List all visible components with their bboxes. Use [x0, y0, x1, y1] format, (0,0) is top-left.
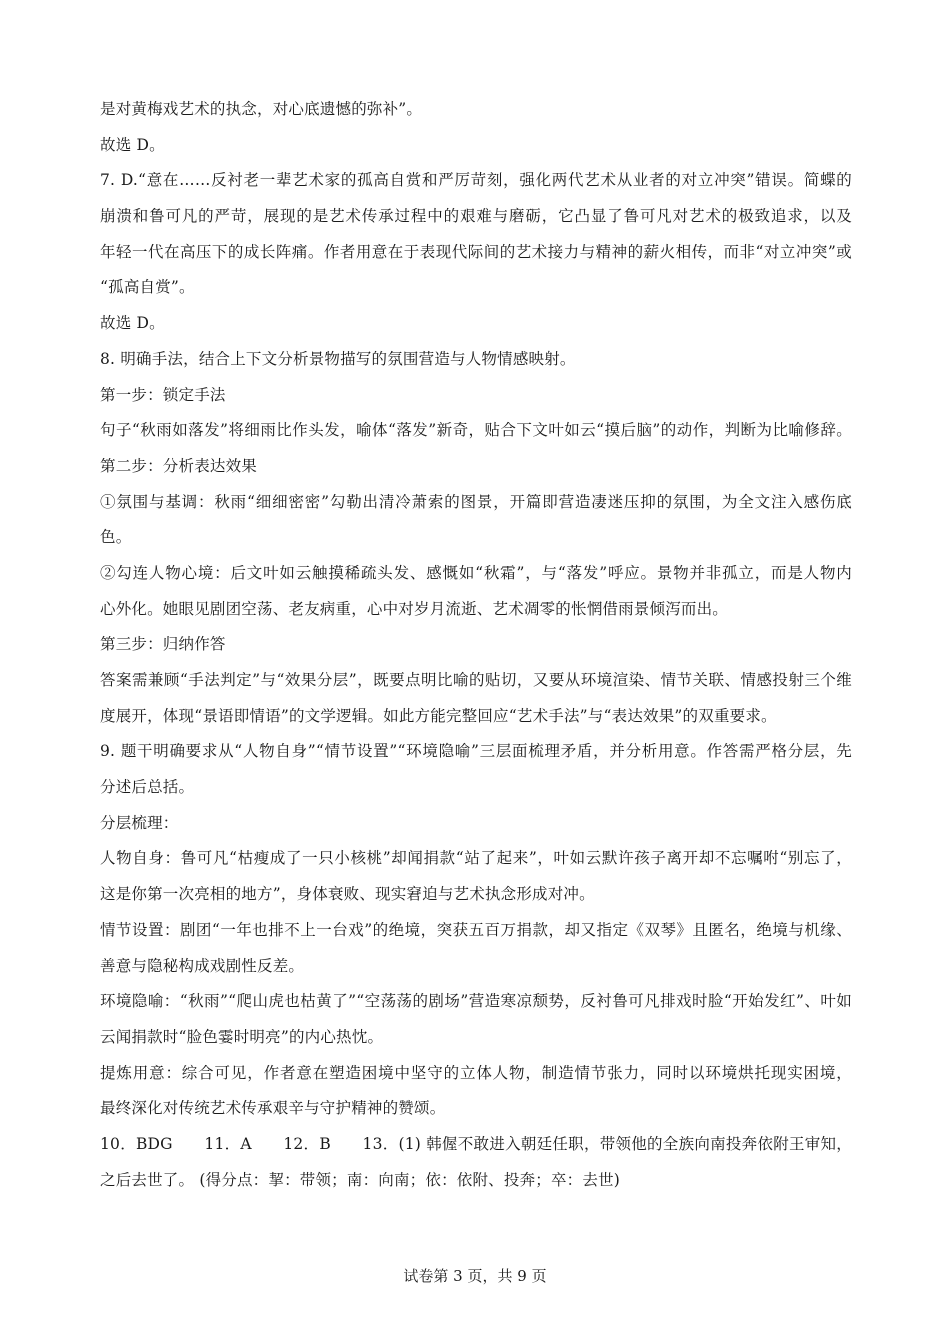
page-footer: 试卷第 3 页，共 9 页 — [403, 1267, 547, 1285]
text-line: ①氛围与基调：秋雨“细细密密”勾勒出清冷萧索的图景，开篇即营造凄迷压抑的氛围，为全文注入感伤底 — [100, 492, 852, 511]
answer-text-body — [100, 92, 852, 1198]
text-line: 人物自身：鲁可凡“枯瘦成了一只小核桃”却闻捐款“站了起来”，叶如云默许孩子离开却不忘嘱咐“别忘了， — [100, 849, 852, 868]
text-line: 是对黄梅戏艺术的执念，对心底遗憾的弥补”。 — [100, 100, 423, 118]
text-line: 年轻一代在高压下的成长阵痛。作者用意在于表现代际间的艺术接力与精神的薪火相传，而非“对立冲突”或 — [100, 242, 852, 261]
text-line: 第一步：锁定手法 — [100, 385, 226, 404]
text-line: 环境隐喻：“秋雨”“爬山虎也枯黄了”“空荡荡的剧场”营造寒凉颓势，反衬鲁可凡排戏时脸“开始发红”、叶如 — [100, 992, 852, 1011]
text-line: 色。 — [100, 528, 132, 547]
text-line: 第二步：分析表达效果 — [100, 456, 258, 475]
text-line: 句子“秋雨如落发”将细雨比作头发，喻体“落发”新奇，贴合下文叶如云“摸后脑”的动作，判断为比喻修辞。 — [100, 421, 852, 440]
text-line: 提炼用意：综合可见，作者意在塑造困境中坚守的立体人物，制造情节张力，同时以环境烘托现实困境， — [100, 1063, 852, 1082]
text-line: 云闻捐款时“脸色霎时明亮”的内心热忱。 — [100, 1027, 384, 1046]
text-line: 故选 D。 — [100, 314, 165, 333]
text-line: 9. 题干明确要求从“人物自身”“情节设置”“环境隐喻”三层面梳理矛盾，并分析用意。作答需严格分层，先 — [100, 742, 852, 761]
text-line: 崩溃和鲁可凡的严苛，展现的是艺术传承过程中的艰难与磨砺，它凸显了鲁可凡对艺术的极致追求，以及 — [100, 207, 852, 226]
text-line: 分述后总括。 — [100, 778, 195, 797]
text-line: 8. 明确手法，结合上下文分析景物描写的氛围营造与人物情感映射。 — [100, 349, 576, 368]
text-line: “孤高自赏”。 — [100, 278, 195, 297]
text-line: 最终深化对传统艺术传承艰辛与守护精神的赞颂。 — [100, 1099, 446, 1118]
text-line: 善意与隐秘构成戏剧性反差。 — [100, 956, 305, 975]
text-line: 7. D.“意在……反衬老一辈艺术家的孤高自赏和严厉苛刻，强化两代艺术从业者的对立冲突”错误。简蝶的 — [100, 171, 852, 190]
text-line: 情节设置：剧团“一年也排不上一台戏”的绝境，突获五百万捐款，却又指定《双琴》且匿名，绝境与机缘、 — [100, 920, 852, 939]
text-line: 10．BDG 11．A 12．B 13．(1) 韩偓不敢进入朝廷任职，带领他的全族向南投奔依附王审知， — [100, 1134, 852, 1153]
text-line: 故选 D。 — [100, 135, 165, 154]
text-line: 第三步：归纳作答 — [100, 635, 226, 654]
text-line: 之后去世了。 (得分点：挈：带领；南：向南；依：依附、投奔；卒：去世) — [100, 1170, 621, 1189]
text-line: 心外化。她眼见剧团空荡、老友病重，心中对岁月流逝、艺术凋零的怅惘借雨景倾泻而出。 — [100, 599, 729, 618]
text-line: 度展开，体现“景语即情语”的文学逻辑。如此方能完整回应“艺术手法”与“表达效果”的双重要求。 — [100, 706, 777, 725]
text-line: 这是你第一次亮相的地方”，身体衰败、现实窘迫与艺术执念形成对冲。 — [100, 885, 595, 904]
text-line: 答案需兼顾“手法判定”与“效果分层”，既要点明比喻的贴切，又要从环境渲染、情节关联、情感投射三个维 — [100, 671, 852, 689]
text-line: ②勾连人物心境：后文叶如云触摸稀疏头发、感慨如“秋霜”，与“落发”呼应。景物并非孤立，而是人物内 — [100, 563, 852, 582]
text-line: 分层梳理： — [100, 813, 179, 832]
